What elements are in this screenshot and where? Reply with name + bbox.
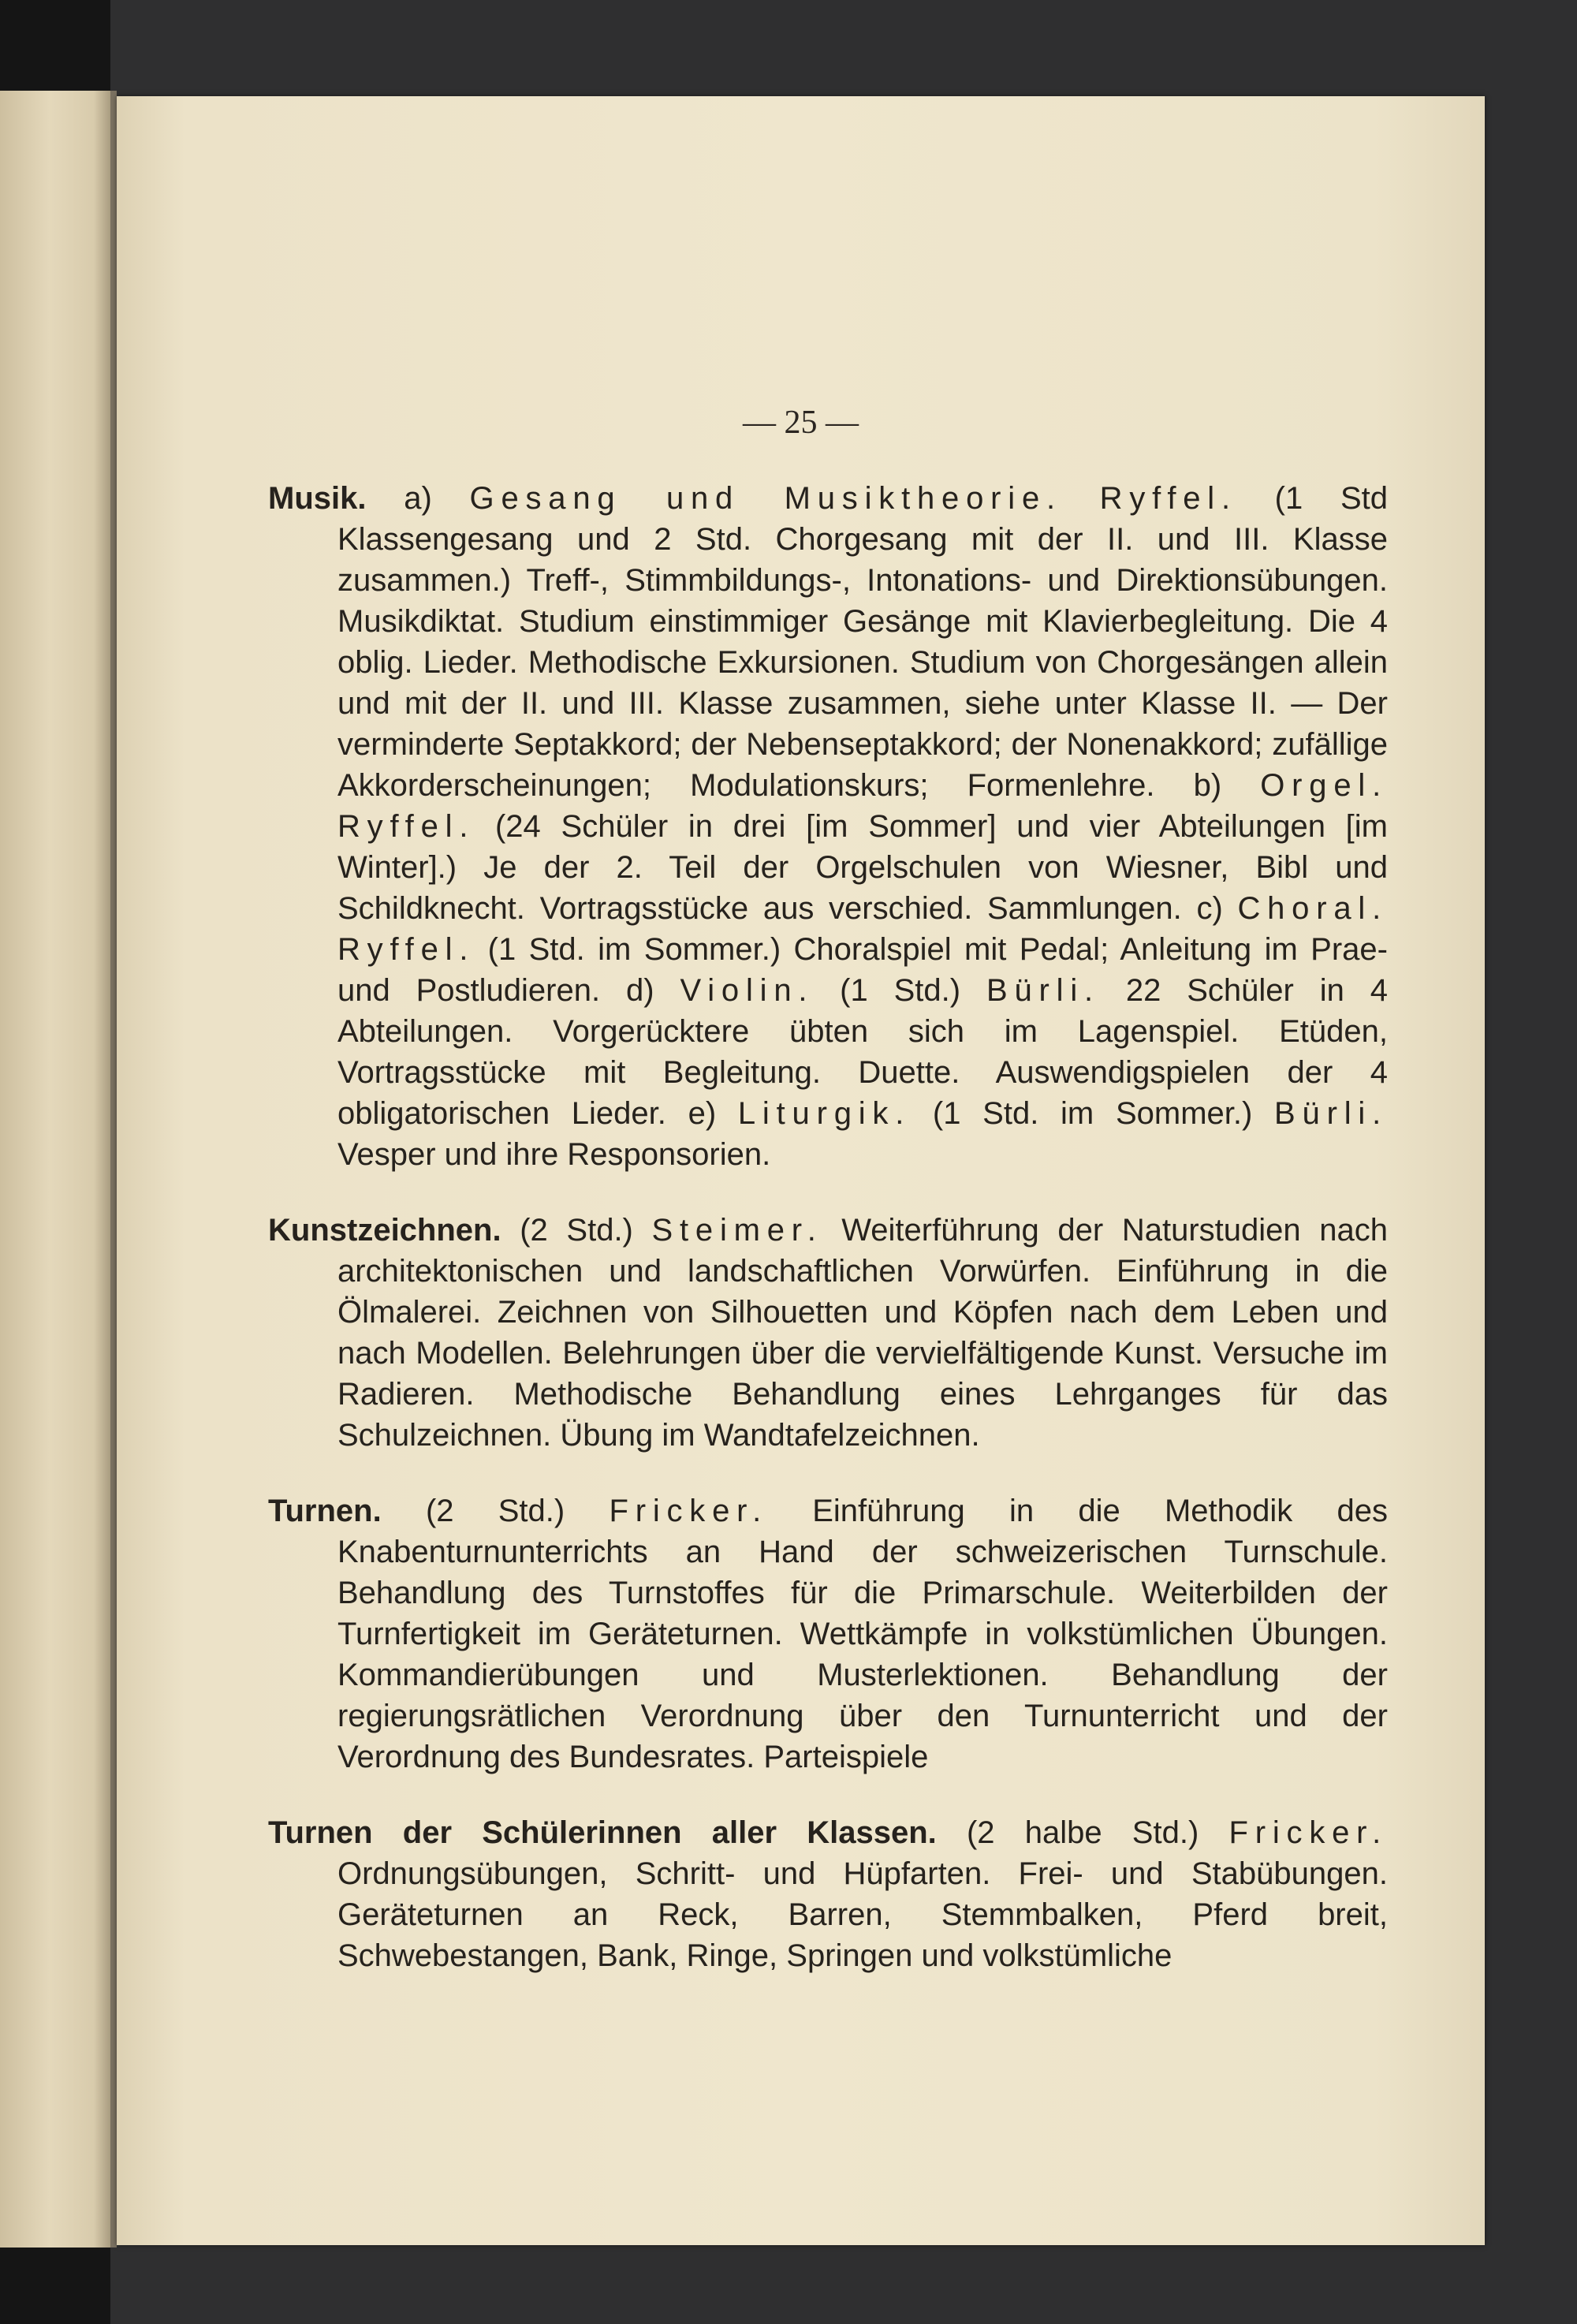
section-heading: Turnen der Schülerinnen aller Klassen. (268, 1815, 937, 1850)
book-page (117, 96, 1485, 2245)
facing-page-edge (0, 91, 110, 2248)
page-body (268, 478, 1388, 2011)
section-turnen-schuelerinnen: Turnen der Schülerinnen aller Klassen. (2 halbe Std.) Fricker. Ordnungsübungen, Schritt- und Hüpfarten. Frei- und Stabübungen. Geräteturnen an Reck, Barren, Stemmbalken, Pferd breit, Schwebestangen, Bank, Ringe, Springen und volkstümliche (268, 1815, 1388, 1973)
section-heading: Turnen. (268, 1494, 382, 1528)
section-heading: Musik. (268, 481, 367, 516)
section-musik: Musik. a) Gesang und Musiktheorie. Ryffel. (1 Std Klassengesang und 2 Std. Chorgesang mit der II. und III. Klasse zusammen.) Treff-, Stimmbildungs-, Intonations- und Direktionsübungen. Musikdiktat. Studium einstimmiger Gesänge mit Klavierbegleitung. Die 4 oblig. Lieder. Methodische Exkursionen. Studium von Chorgesängen allein und mit der II. und III. Klasse zusammen, siehe unter Klasse II. — Der verminderte Septakkord; der Nebenseptakkord; der Nonenakkord; zufällige Akkorderscheinungen; Modulationskurs; Formenlehre. b) Orgel. Ryffel. (24 Schüler in drei [im Sommer] und vier Abteilungen [im Winter].) Je der 2. Teil der Orgelschulen von Wiesner, Bibl und Schildknecht. Vortragsstücke aus verschied. Sammlungen. c) Choral. Ryffel. (1 Std. im Sommer.) Choralspiel mit Pedal; Anleitung im Prae- und Postludieren. d) Violin. (1 Std.) Bürli. 22 Schüler in 4 Abteilungen. Vorgerücktere übten sich im Lagenspiel. Etüden, Vortragsstücke mit Begleitung. Duette. Auswendigspielen der 4 obligatorischen Lieder. e) Liturgik. (1 Std. im Sommer.) Bürli. Vesper und ihre Responsorien. (268, 481, 1388, 1172)
section-turnen: Turnen. (2 Std.) Fricker. Einführung in die Methodik des Knabenturnunterrichts an Hand der schweizerischen Turnschule. Behandlung des Turnstoffes für die Primarschule. Weiterbilden der Turnfertigkeit im Geräteturnen. Wettkämpfe in volkstümlichen Übungen. Kommandierübungen und Musterlektionen. Behandlung der regierungsrätlichen Verordnung über den Turnunterricht und der Verordnung des Bundesrates. Parteispiele (268, 1494, 1388, 1774)
section-heading: Kunstzeichnen. (268, 1213, 501, 1248)
section-kunstzeichnen: Kunstzeichnen. (2 Std.) Steimer. Weiterführung der Naturstudien nach architektonischen und landschaftlichen Vorwürfen. Einführung in die Ölmalerei. Zeichnen von Silhouetten und Köpfen nach dem Leben und nach Modellen. Belehrungen über die vervielfältigende Kunst. Versuche im Radieren. Methodische Behandlung eines Lehrganges für das Schulzeichnen. Übung im Wandtafelzeichnen. (268, 1213, 1388, 1453)
page-number: — 25 — (743, 405, 859, 441)
